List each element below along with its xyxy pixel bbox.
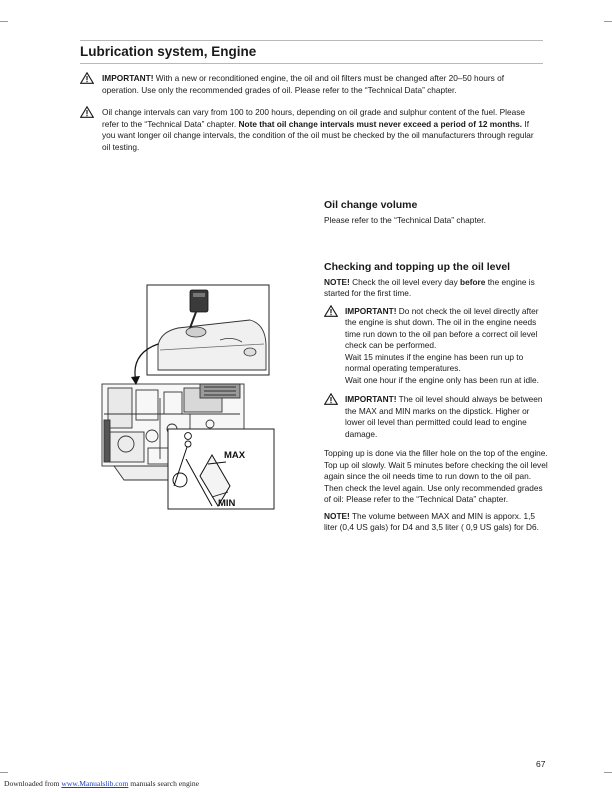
dipstick-illustration xyxy=(100,284,276,510)
topping-up-text: Topping up is done via the filler hole on the top of the engine. Top up oil slowly. Wait 5 minutes before checking the oil level again since the oil needs time to run down to the oil pan. Then check the level again. Use only recommended grades of oil: Please refer to the “Technical Data” chapter. xyxy=(324,448,548,504)
notice-body-end: If you want longer oil change intervals, the condition of the oil must be checked by the oil manufacturers through regular oil testing. xyxy=(102,118,534,152)
page-number: 67 xyxy=(536,759,546,769)
important-wait-notice xyxy=(324,306,550,387)
volume-note xyxy=(324,511,550,534)
dipstick-inset xyxy=(168,429,274,509)
oil-change-volume-heading: Oil change volume xyxy=(324,199,418,211)
notice-text xyxy=(102,107,540,153)
wait-line-one-hour: Wait one hour if the engine only has been run at idle. xyxy=(345,374,539,385)
warning-triangle-icon xyxy=(80,72,94,84)
notice-body-start: Oil change intervals can vary from 100 to 200 hours, depending on oil grade and sulphur content of the fuel. Please refer to the “Technical Data” chapter. xyxy=(102,107,525,129)
note-text-end: the engine is started for the first time. xyxy=(324,276,535,298)
header-rule xyxy=(80,40,543,41)
footer-suffix: manuals search engine xyxy=(130,779,200,788)
important-level-notice xyxy=(324,394,550,440)
volume-note-text: The volume between MAX and MIN is apporx. 1,5 liter (0,4 US gals) for D4 and 3,5 liter ( 0,9 US gals) for D6. xyxy=(324,510,539,532)
crop-mark-bottom-right xyxy=(604,772,612,773)
oil-change-interval-notice xyxy=(80,107,540,153)
filler-cap-inset xyxy=(147,285,269,375)
checking-oil-heading: Checking and topping up the oil level xyxy=(324,261,511,273)
crop-mark-bottom-left xyxy=(0,772,8,773)
warning-triangle-icon xyxy=(324,393,338,405)
important-wait-text xyxy=(345,306,550,387)
download-footer xyxy=(4,779,199,788)
notice-text xyxy=(102,73,540,96)
crop-mark-top-left xyxy=(0,21,8,22)
note-text-start: Check the oil level every day xyxy=(352,276,458,287)
important-body: The oil level should always be between the MAX and MIN marks on the dipstick. Higher or lower oil level than permitted could lead to engine damage. xyxy=(345,394,543,439)
checking-oil-section xyxy=(324,262,550,534)
note-label: NOTE! xyxy=(324,510,350,521)
min-label: MIN xyxy=(218,498,236,509)
oil-change-volume-text: Please refer to the “Technical Data” chapter. xyxy=(324,214,486,225)
first-note xyxy=(324,277,550,300)
max-label: MAX xyxy=(224,450,246,461)
important-body: Do not check the oil level directly after the engine is shut down. The oil in the engine needs time run down to the oil pan before a correct oil level check can be performed. xyxy=(345,305,539,350)
oil-change-volume-section xyxy=(324,200,550,226)
title-underline xyxy=(80,63,543,64)
important-label: IMPORTANT! xyxy=(345,305,397,316)
important-level-text xyxy=(345,394,550,440)
important-label: IMPORTANT! xyxy=(102,73,154,83)
notice-body: With a new or reconditioned engine, the oil and oil filters must be changed after 20–50 hours of operation. Use only the recommended grades of oil. Please refer to the “Technical Data” chapter. xyxy=(102,73,505,95)
note-text-bold: before xyxy=(460,276,486,287)
notice-body-bold: Note that oil change intervals must never exceed a period of 12 months. xyxy=(238,118,523,129)
important-label: IMPORTANT! xyxy=(345,394,397,404)
crop-mark-top-right xyxy=(604,21,612,22)
section-title: Lubrication system, Engine xyxy=(80,44,257,59)
important-notice-new-engine xyxy=(80,73,540,96)
warning-triangle-icon xyxy=(324,305,338,317)
note-label: NOTE! xyxy=(324,276,350,287)
warning-triangle-icon xyxy=(80,106,94,118)
wait-line-15-min: Wait 15 minutes if the engine has been run up to normal operating temperatures. xyxy=(345,351,524,373)
manualslib-link[interactable]: www.Manualslib.com xyxy=(61,779,129,788)
footer-prefix: Downloaded from xyxy=(4,779,60,788)
